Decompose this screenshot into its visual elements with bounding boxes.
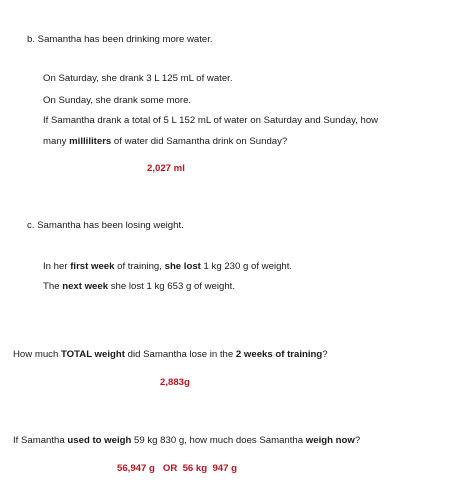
part-c-text: of training, <box>114 261 165 272</box>
total-weight-question <box>13 349 328 361</box>
question-bold: TOTAL weight <box>60 349 125 360</box>
part-c-next-week-line <box>43 281 235 293</box>
part-b-question-line <box>43 136 287 148</box>
total-weight-answer: 2,883g <box>160 377 190 388</box>
question-bold: weigh now <box>305 435 355 446</box>
question-text: If Samantha <box>13 435 68 446</box>
question-text: ? <box>322 349 328 360</box>
current-weight-answer: 56,947 g OR 56 kg 947 g <box>117 463 237 474</box>
part-c-bold: next week <box>62 281 109 292</box>
question-bold: 2 weeks of training <box>235 349 323 360</box>
question-text: did Samantha lose in the <box>124 349 236 360</box>
question-text: ? <box>354 435 361 446</box>
part-b-saturday-line: On Saturday, she drank 3 L 125 mL of water. <box>43 73 233 84</box>
current-weight-question <box>13 435 360 447</box>
part-c-heading: c. Samantha has been losing weight. <box>27 220 184 231</box>
part-b-total-line: If Samantha drank a total of 5 L 152 mL of water on Saturday and Sunday, how <box>43 115 379 126</box>
part-c-text: she lost 1 kg 653 g of weight. <box>108 281 236 292</box>
part-b-sunday-line: On Sunday, she drank some more. <box>43 95 192 106</box>
part-c-text: 1 kg 230 g of weight. <box>200 261 293 272</box>
question-text: 59 kg 830 g, how much does Samantha <box>131 435 306 446</box>
part-b-question-bold: milliliters <box>69 136 112 147</box>
question-text: How much <box>13 349 61 360</box>
question-bold: used to weigh <box>67 435 132 446</box>
part-b-question-post: of water did Samantha drink on Sunday? <box>111 136 288 147</box>
part-c-bold: first week <box>70 261 115 272</box>
part-c-text: In her <box>43 261 71 272</box>
part-c-text: The <box>43 281 63 292</box>
part-b-question-pre: many <box>43 136 70 147</box>
part-b-answer: 2,027 ml <box>147 163 185 174</box>
part-b-heading: b. Samantha has been drinking more water. <box>27 34 213 45</box>
part-c-first-week-line <box>43 261 292 273</box>
part-c-bold: she lost <box>164 261 201 272</box>
